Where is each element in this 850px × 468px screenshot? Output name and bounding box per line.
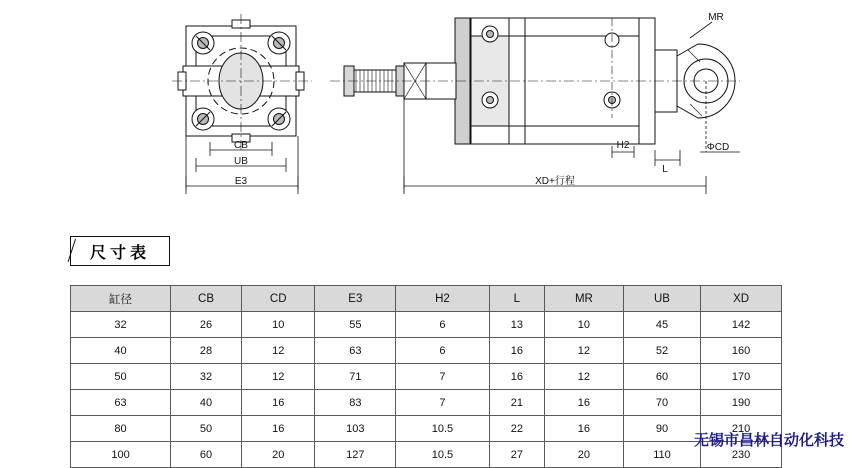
table-cell: 190 (701, 390, 782, 416)
dimension-table (70, 285, 782, 468)
table-row (71, 442, 782, 468)
table-cell: 80 (71, 416, 171, 442)
company-watermark: 无锡市昌林自动化科技 (693, 431, 844, 449)
table-header-cell: H2 (396, 286, 490, 312)
table-row (71, 312, 782, 338)
table-cell: 6 (396, 338, 490, 364)
label-mr: MR (708, 12, 724, 23)
table-cell: 110 (623, 442, 700, 468)
table-cell: 7 (396, 364, 490, 390)
table-cell: 103 (315, 416, 396, 442)
table-cell: 28 (171, 338, 242, 364)
table-cell: 63 (315, 338, 396, 364)
table-cell: 7 (396, 390, 490, 416)
table-cell: 40 (71, 338, 171, 364)
table-cell: 27 (489, 442, 544, 468)
table-cell: 10 (545, 312, 624, 338)
table-cell: 60 (171, 442, 242, 468)
table-header-cell: E3 (315, 286, 396, 312)
table-cell: 142 (701, 312, 782, 338)
label-cd: ΦCD (706, 142, 730, 153)
table-cell: 22 (489, 416, 544, 442)
table-header-cell: CD (241, 286, 315, 312)
table-cell: 10.5 (396, 416, 490, 442)
table-cell: 40 (171, 390, 242, 416)
table-cell: 12 (241, 364, 315, 390)
table-cell: 26 (171, 312, 242, 338)
table-cell: 13 (489, 312, 544, 338)
table-cell: 160 (701, 338, 782, 364)
table-cell: 100 (71, 442, 171, 468)
table-cell: 20 (545, 442, 624, 468)
table-cell: 55 (315, 312, 396, 338)
table-cell: 16 (545, 416, 624, 442)
front-view (172, 14, 312, 150)
table-cell: 50 (171, 416, 242, 442)
table-cell: 16 (241, 390, 315, 416)
table-header-cell: XD (701, 286, 782, 312)
table-row (71, 364, 782, 390)
table-header-row (71, 286, 782, 312)
table-row (71, 416, 782, 442)
table-header-cell: L (489, 286, 544, 312)
table-cell: 50 (71, 364, 171, 390)
table-cell: 12 (545, 364, 624, 390)
table-cell: 63 (71, 390, 171, 416)
table-cell: 70 (623, 390, 700, 416)
table-cell: 71 (315, 364, 396, 390)
section-title-box (70, 236, 170, 266)
table-cell: 10 (241, 312, 315, 338)
table-cell: 12 (241, 338, 315, 364)
table-cell: 16 (489, 338, 544, 364)
section-view (330, 18, 740, 144)
table-cell: 6 (396, 312, 490, 338)
section-title: 尺寸表 (89, 242, 150, 262)
title-slash-decoration (68, 239, 76, 262)
table-header-cell: 缸径 (71, 286, 171, 312)
table-cell: 83 (315, 390, 396, 416)
table-header-cell: MR (545, 286, 624, 312)
label-cb: CB (234, 140, 248, 151)
table-cell: 20 (241, 442, 315, 468)
table-cell: 60 (623, 364, 700, 390)
table-header-cell: UB (623, 286, 700, 312)
label-h2: H2 (616, 140, 630, 151)
label-l: L (662, 164, 668, 175)
table-cell: 45 (623, 312, 700, 338)
table-cell: 16 (489, 364, 544, 390)
table-cell: 32 (171, 364, 242, 390)
table-row (71, 390, 782, 416)
table-header-cell: CB (171, 286, 242, 312)
table-cell: 170 (701, 364, 782, 390)
table-row (71, 338, 782, 364)
table-cell: 90 (623, 416, 700, 442)
table-cell: 32 (71, 312, 171, 338)
table-cell: 21 (489, 390, 544, 416)
label-e3: E3 (234, 176, 248, 187)
table-cell: 52 (623, 338, 700, 364)
label-xd-stroke: XD+行程 (535, 176, 575, 187)
table-cell: 10.5 (396, 442, 490, 468)
technical-drawing (0, 0, 850, 230)
label-ub: UB (234, 156, 248, 167)
table-cell: 127 (315, 442, 396, 468)
table-cell: 16 (545, 390, 624, 416)
table-cell: 230 (701, 442, 782, 468)
table-cell: 210 (701, 416, 782, 442)
table-cell: 12 (545, 338, 624, 364)
table-cell: 16 (241, 416, 315, 442)
